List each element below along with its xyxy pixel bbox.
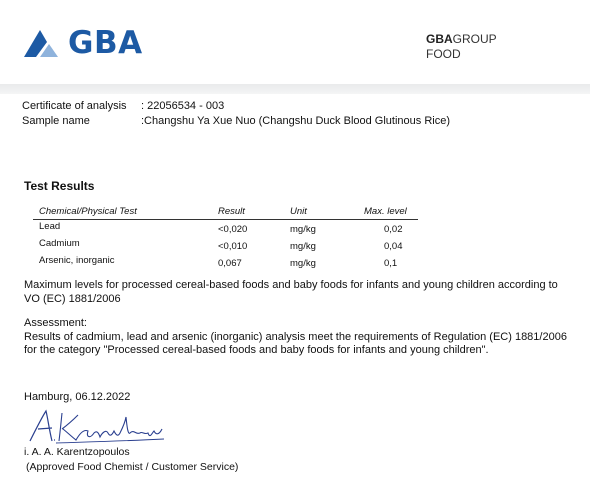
max-level-cell: 0,1: [384, 258, 398, 269]
signer-name: i. A. A. Karentzopoulos: [24, 446, 130, 458]
max-level-cell: 0,04: [384, 241, 403, 252]
column-header-unit: Unit: [290, 206, 307, 217]
sample-row: [22, 114, 450, 129]
group-label: [426, 32, 497, 62]
column-header-result: Result: [218, 206, 245, 217]
certificate-meta: [22, 99, 450, 129]
group-label-rest: GROUP: [452, 32, 497, 46]
signer-role: (Approved Food Chemist / Customer Service): [26, 461, 239, 473]
document-header: [0, 0, 590, 84]
column-header-max-level: Max. level: [364, 206, 407, 217]
test-name-cell: Cadmium: [39, 238, 80, 249]
max-level-cell: 0,02: [384, 224, 403, 235]
test-results-title: Test Results: [24, 179, 95, 193]
sample-label: Sample name: [22, 115, 90, 127]
group-label-line2: FOOD: [426, 47, 461, 61]
result-cell: 0,067: [218, 258, 242, 269]
group-label-bold: GBA: [426, 32, 453, 46]
result-cell: <0,010: [218, 241, 248, 252]
certificate-value: : 22056534 - 003: [141, 100, 225, 112]
table-row: [33, 254, 418, 271]
gba-logo: [22, 26, 143, 60]
result-cell: <0,020: [218, 224, 248, 235]
unit-cell: mg/kg: [290, 224, 316, 235]
header-divider-band: [0, 84, 590, 94]
logo-text: GBA: [68, 25, 143, 61]
results-table-header: [33, 206, 418, 220]
table-row: [33, 237, 418, 254]
place-date: Hamburg, 06.12.2022: [24, 391, 131, 403]
assessment-label: Assessment:: [24, 317, 87, 329]
unit-cell: mg/kg: [290, 258, 316, 269]
table-row: [33, 220, 418, 237]
max-levels-note: Maximum levels for processed cereal-based foods and baby foods for infants and young children according to VO (EC) 1881/2006: [24, 279, 558, 305]
gba-triangle-logo-icon: [22, 28, 62, 58]
results-table: [33, 206, 418, 271]
handwritten-signature: [26, 409, 166, 445]
assessment-section: [24, 317, 569, 358]
column-header-test: Chemical/Physical Test: [39, 206, 137, 217]
test-name-cell: Arsenic, inorganic: [39, 255, 115, 266]
sample-value: :Changshu Ya Xue Nuo (Changshu Duck Blood Glutinous Rice): [141, 115, 450, 127]
certificate-label: Certificate of analysis: [22, 100, 127, 112]
test-name-cell: Lead: [39, 221, 61, 232]
unit-cell: mg/kg: [290, 241, 316, 252]
assessment-text: Results of cadmium, lead and arsenic (inorganic) analysis meet the requirements of Regulation (EC) 1881/2006 for the category "Processed cereal-based foods and baby foods for infants and young children".: [24, 330, 567, 356]
certificate-row: [22, 99, 450, 114]
